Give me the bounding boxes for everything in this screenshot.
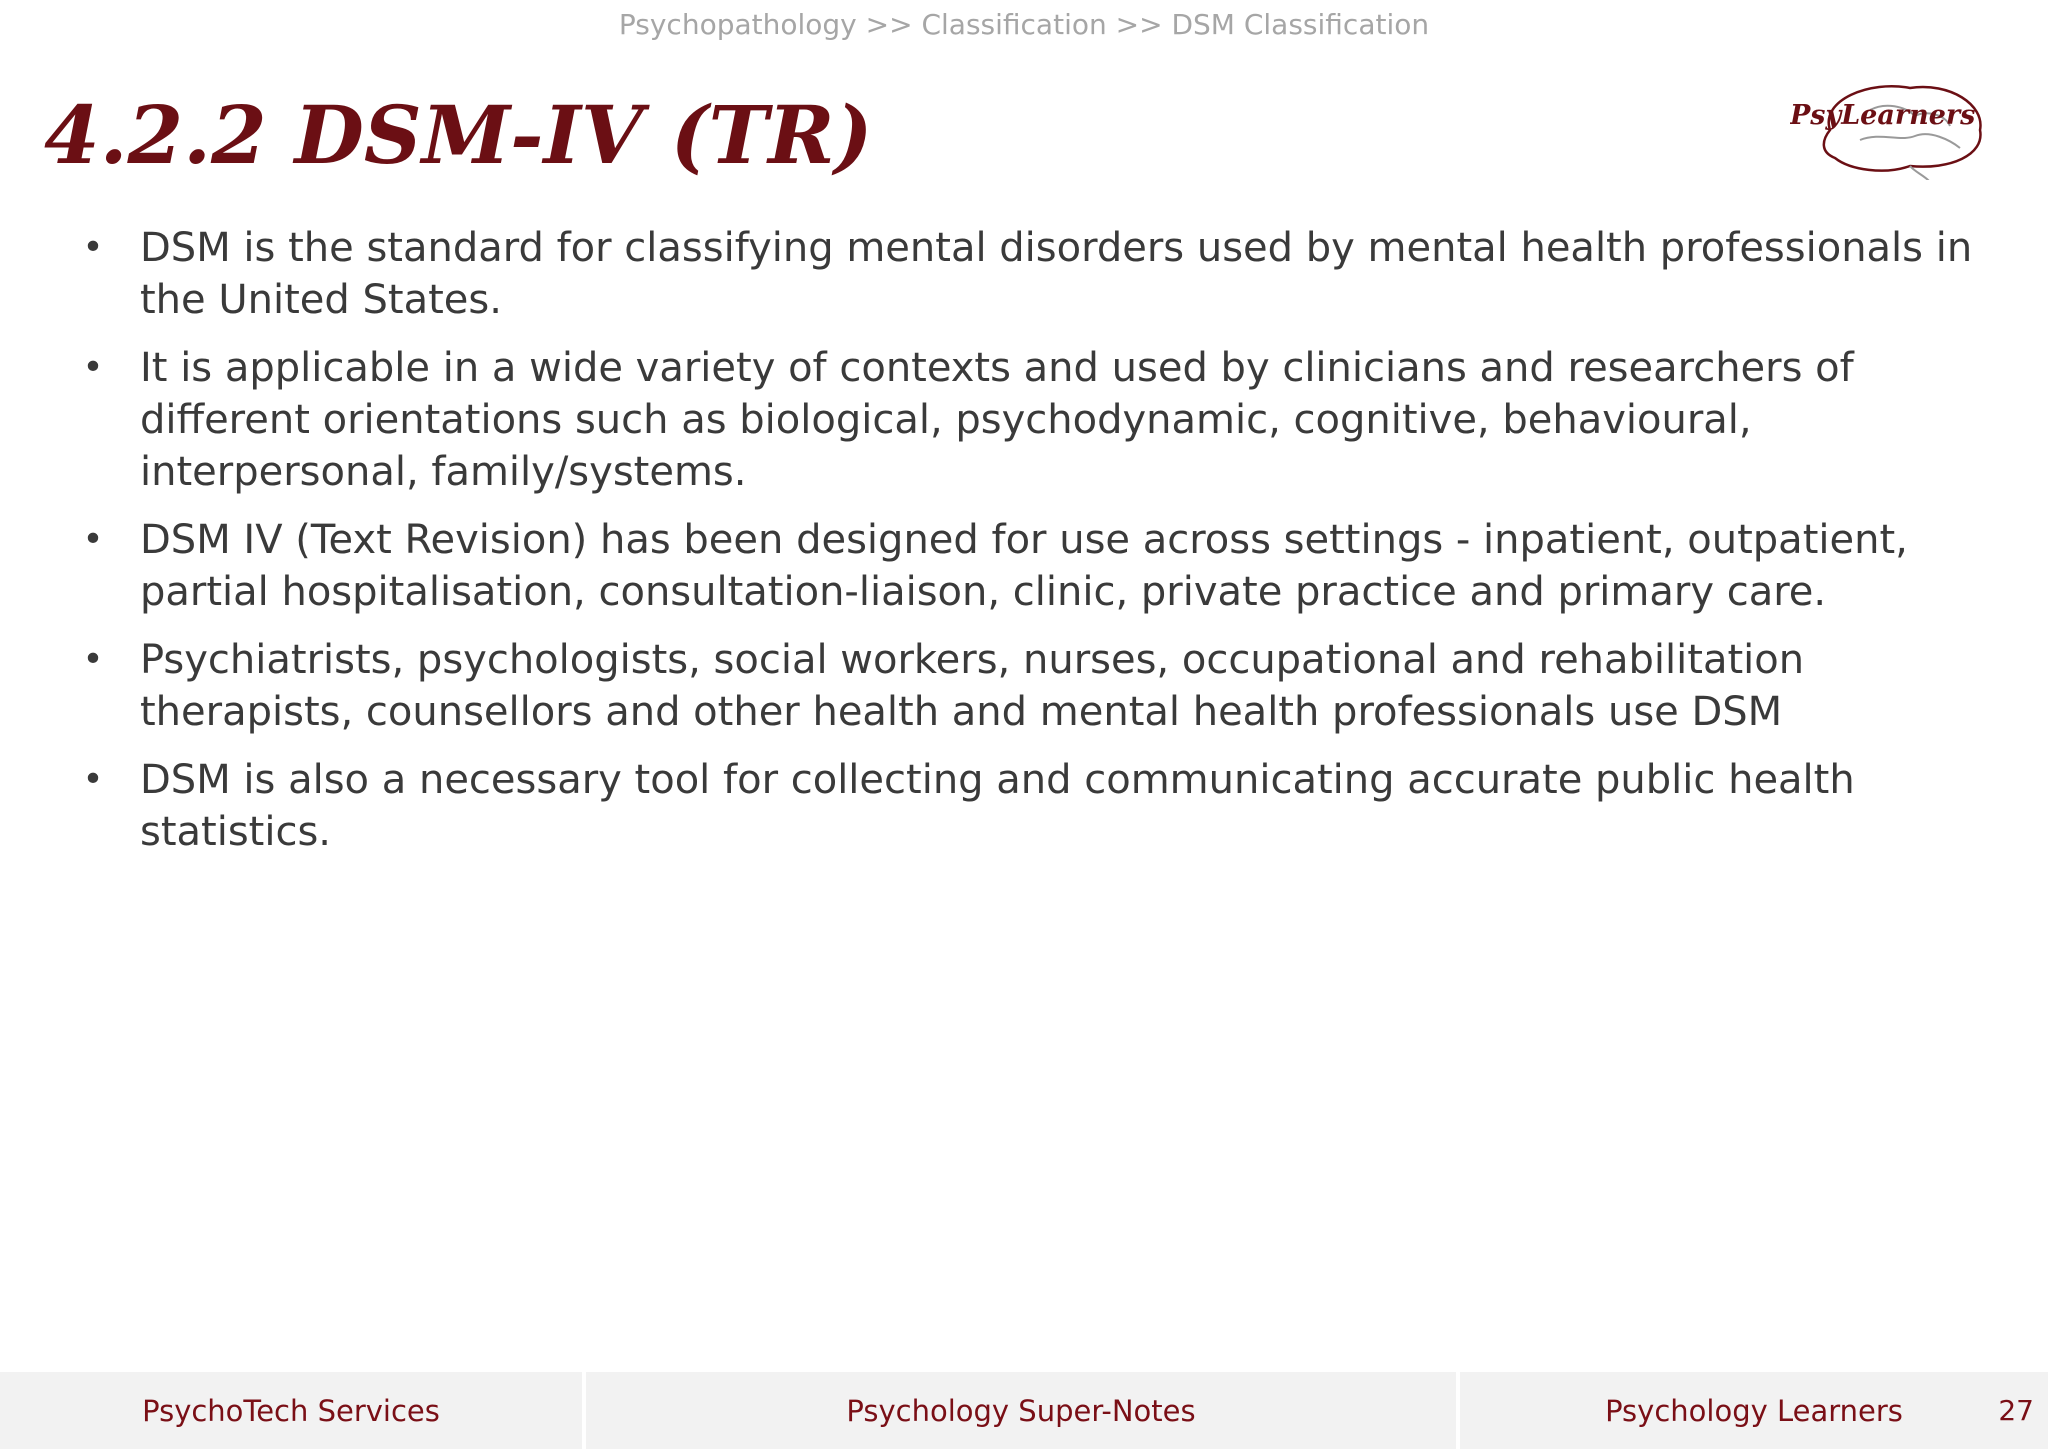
page-title: 4.2.2 DSM-IV (TR)	[44, 88, 873, 182]
brain-icon	[1790, 70, 1990, 180]
bullet-text: It is applicable in a wide variety of contexts and used by clinicians and researchers of different orientations such as biological, psychodynamic, cognitive, behavioural, interpersonal, family/systems.	[140, 345, 1854, 495]
footer-middle-cell	[586, 1372, 1460, 1449]
footer-left-cell	[0, 1372, 586, 1449]
footer-left-text: PsychoTech Services	[142, 1393, 440, 1428]
bullet-icon: •	[82, 519, 104, 560]
page-number: 27	[1998, 1394, 2034, 1427]
footer-right-text: Psychology Learners	[1605, 1393, 1903, 1428]
bullet-icon: •	[82, 639, 104, 680]
psylearners-logo	[1790, 70, 1990, 180]
list-item	[80, 754, 2000, 858]
list-item	[80, 514, 2000, 618]
footer-middle-text: Psychology Super-Notes	[846, 1393, 1196, 1428]
bullet-icon: •	[82, 227, 104, 268]
list-item	[80, 222, 2000, 326]
bullet-text: DSM is the standard for classifying mental disorders used by mental health professionals in the United States.	[140, 225, 1973, 323]
bullet-icon: •	[82, 347, 104, 388]
bullet-text: DSM IV (Text Revision) has been designed for use across settings - inpatient, outpatient, partial hospitalisation, consultation-liaison, clinic, private practice and primary care.	[140, 517, 1908, 615]
footer	[0, 1372, 2048, 1449]
list-item	[80, 342, 2000, 498]
logo-text: PsyLearners	[1790, 100, 1976, 131]
footer-right-cell	[1460, 1372, 2048, 1449]
bullet-icon: •	[82, 759, 104, 800]
breadcrumb: Psychopathology >> Classification >> DSM Classification	[618, 8, 1430, 41]
bullet-list	[80, 222, 2000, 874]
bullet-text: DSM is also a necessary tool for collecting and communicating accurate public health statistics.	[140, 757, 1855, 855]
bullet-text: Psychiatrists, psychologists, social workers, nurses, occupational and rehabilitation therapists, counsellors and other health and mental health professionals use DSM	[140, 637, 1805, 735]
list-item	[80, 634, 2000, 738]
